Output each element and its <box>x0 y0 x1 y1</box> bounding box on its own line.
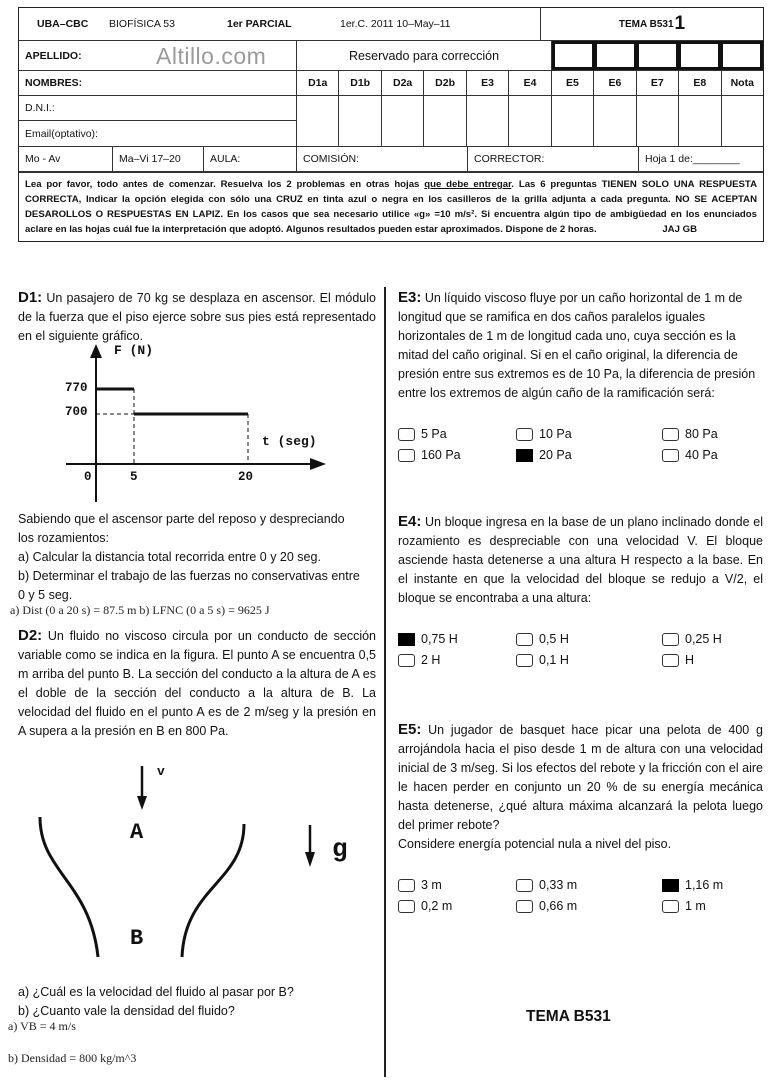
checkbox-checked-icon[interactable] <box>662 879 679 892</box>
dni-label: D.N.I.: <box>25 102 55 114</box>
grade-col-d2a: D2a <box>382 71 424 95</box>
e5-note: Considere energía potencial nula a nivel del piso. <box>398 837 672 851</box>
e4-option[interactable]: 0,5 H <box>516 630 662 649</box>
checkbox-icon[interactable] <box>516 633 533 646</box>
info-row <box>19 146 763 172</box>
e5-option[interactable]: 0,33 m <box>516 876 662 895</box>
grade-col-d1b: D1b <box>339 71 381 95</box>
d1-questions <box>18 510 363 605</box>
e4-option[interactable]: 2 H <box>398 651 516 670</box>
grade-cell <box>552 96 594 146</box>
e4-option-selected[interactable]: 0,75 H <box>398 630 516 649</box>
e5-option[interactable]: 0,66 m <box>516 897 662 916</box>
fig-label-a: A <box>130 820 144 845</box>
d2-title: D2: <box>18 627 43 644</box>
e5-options <box>398 876 763 916</box>
grade-columns-header <box>297 71 763 96</box>
d1-question-a: a) Calcular la distancia total recorrida entre 0 y 20 seg. <box>18 550 321 564</box>
reserved-label: Reservado para corrección <box>297 41 552 70</box>
e3-options <box>398 425 763 465</box>
aula-field[interactable]: AULA: <box>204 147 297 171</box>
checkbox-icon[interactable] <box>398 654 415 667</box>
dni-field[interactable] <box>19 96 296 121</box>
pipe-figure <box>30 762 360 962</box>
comision-field[interactable]: COMISIÓN: <box>297 147 468 171</box>
d2-answer-a: a) VB = 4 m/s <box>8 1019 76 1033</box>
grade-cell <box>382 96 424 146</box>
d1-after: Sabiendo que el ascensor parte del reposo y despreciando los rozamientos: <box>18 512 345 545</box>
grade-col-d2b: D2b <box>424 71 466 95</box>
e3-option[interactable]: 5 Pa <box>398 425 516 444</box>
checkbox-icon[interactable] <box>516 654 533 667</box>
graph-ylabel: F (N) <box>114 343 154 358</box>
d1-title: D1: <box>18 289 43 306</box>
d2-question-a: a) ¿Cuál es la velocidad del fluido al pasar por B? <box>18 985 294 999</box>
header-course-info <box>19 8 541 40</box>
d1-answers: a) Dist (0 a 20 s) = 87.5 m b) LFNC (0 a 5 s) = 9625 J <box>10 603 270 617</box>
apellido-field[interactable] <box>19 41 296 71</box>
checkbox-icon[interactable] <box>398 879 415 892</box>
grade-cell <box>424 96 466 146</box>
checkbox-checked-icon[interactable] <box>516 449 533 462</box>
e5-title: E5: <box>398 721 422 738</box>
exam-header <box>18 7 764 242</box>
fig-label-b: B <box>130 926 144 951</box>
pipe-left-wall <box>40 817 98 957</box>
instructions <box>19 172 763 241</box>
question-e5 <box>398 720 763 916</box>
grade-col-e6: E6 <box>594 71 636 95</box>
checkbox-checked-icon[interactable] <box>398 633 415 646</box>
instructions-part2: . Las 6 preguntas TIENEN SOLO UNA RESPUESTA CORRECTA, Indicar la opción elegida con sólo una CRUZ en tinta azul o negra en los casilleros de la grilla adjunta a cada pregunta. NO SE ACEPTAN DESAROLLOS O RESPUESTAS EN LAPIZ. En los casos que sea necesario utilice «g» =10 m/s². Si encuentra algún tipo de ambigüedad en los enunciados aclare en las hojas cuál fue la interpretación que adoptó. Algunos resultados pueden estar aproximados. Dispone de 2 horas. <box>25 179 757 235</box>
grade-col-d1a: D1a <box>297 71 339 95</box>
instructions-part1: Lea por favor, todo antes de comenzar. Resuelva los 2 problemas en otras hojas <box>25 179 425 190</box>
grade-cell <box>594 96 636 146</box>
exam-name: 1er PARCIAL <box>227 18 292 30</box>
checkbox-icon[interactable] <box>662 449 679 462</box>
grade-cell <box>679 96 721 146</box>
graph-ytick-700: 700 <box>65 405 88 419</box>
e5-option-selected[interactable]: 1,16 m <box>662 876 762 895</box>
footer-tema: TEMA B531 <box>526 1008 611 1025</box>
e4-option[interactable]: H <box>662 651 762 670</box>
e4-option[interactable]: 0,25 H <box>662 630 762 649</box>
e5-option[interactable]: 0,2 m <box>398 897 516 916</box>
d1-question-b: b) Determinar el trabajo de las fuerzas no conservativas entre 0 y 5 seg. <box>18 569 360 602</box>
e3-option[interactable]: 80 Pa <box>662 425 762 444</box>
header-title-row <box>19 8 763 41</box>
force-time-graph <box>60 342 350 507</box>
e4-options <box>398 630 763 670</box>
grade-cell <box>509 96 551 146</box>
reserved-row <box>297 41 763 71</box>
header-grid <box>19 41 763 146</box>
correction-grid <box>297 41 763 146</box>
graph-xtick-5: 5 <box>130 470 138 484</box>
nombres-field[interactable] <box>19 71 296 96</box>
nombres-label: NOMBRES: <box>25 77 83 89</box>
reserved-box <box>555 44 592 67</box>
e5-option[interactable]: 3 m <box>398 876 516 895</box>
reserved-box <box>681 44 718 67</box>
grade-col-nota: Nota <box>730 77 754 89</box>
term-date: 1er.C. 2011 10–May–11 <box>340 18 451 30</box>
question-e3 <box>398 288 763 465</box>
reserved-box <box>639 44 676 67</box>
email-field[interactable] <box>19 121 296 146</box>
reserved-boxes <box>552 41 763 70</box>
email-label: Email(optativo): <box>25 127 98 140</box>
e3-option-selected[interactable]: 20 Pa <box>516 446 662 465</box>
y-axis-arrow-icon <box>90 344 102 358</box>
checkbox-icon[interactable] <box>398 900 415 913</box>
checkbox-icon[interactable] <box>516 428 533 441</box>
subject: BIOFÍSICA 53 <box>109 18 175 30</box>
reserved-box <box>723 44 760 67</box>
fig-label-v: v <box>157 764 165 779</box>
d2-answer-b: b) Densidad = 800 kg/m^3 <box>8 1051 137 1065</box>
x-axis-arrow-icon <box>310 458 326 470</box>
mo-av: Mo - Av <box>19 147 113 171</box>
d2-questions <box>18 983 376 1021</box>
problem-d1 <box>18 288 376 346</box>
graph-ytick-770: 770 <box>65 381 88 395</box>
e3-option[interactable]: 160 Pa <box>398 446 516 465</box>
checkbox-icon[interactable] <box>662 428 679 441</box>
checkbox-icon[interactable] <box>516 879 533 892</box>
e3-text: Un líquido viscoso fluye por un caño horizontal de 1 m de longitud que se ramifica en dos caños paralelos iguales horizontales de 1 m de longitud cada uno, cuya sección es la mitad del caño original. Si en el caño original, la diferencia de presión entre sus extremos es de 10 Pa, la diferencia de presión entre los extremos de algún caño de la ramificación será: <box>398 291 756 400</box>
column-divider <box>384 287 386 1077</box>
schedule: Ma–Vi 17–20 <box>113 147 204 171</box>
grade-col-e8: E8 <box>679 71 721 95</box>
reserved-box <box>597 44 634 67</box>
instructions-underlined: que debe entregar <box>424 179 512 190</box>
graph-xtick-0: 0 <box>84 470 92 484</box>
e4-text: Un bloque ingresa en la base de un plano inclinado donde el rozamiento es despreciable con una velocidad V. El bloque asciende hasta detenerse a una altura H respecto a la base. En el instante en que la velocidad del bloque se redujo a V/2, el bloque se encontraba a una altura: <box>398 515 763 605</box>
grade-col-e3: E3 <box>467 71 509 95</box>
e5-text: Un jugador de basquet hace picar una pelota de 400 g arrojándola hacia el piso desde 1 m de altura con una velocidad inicial de 3 m/seg. Si los efectos del rebote y la fricción con el aire le hacen perder en conjunto un 20 % de su energía mecánica hasta detenerse, ¿qué altura máxima alcanzará la pelota luego del primer rebote? <box>398 723 763 832</box>
checkbox-icon[interactable] <box>398 449 415 462</box>
graph-xlabel: t (seg) <box>262 434 317 449</box>
graph-xtick-20: 20 <box>238 470 254 484</box>
grade-cell <box>637 96 679 146</box>
e3-option[interactable]: 40 Pa <box>662 446 762 465</box>
apellido-label: APELLIDO: <box>25 49 82 62</box>
e3-option[interactable]: 10 Pa <box>516 425 662 444</box>
grade-cell <box>297 96 339 146</box>
signature: JAJ GB <box>662 224 697 235</box>
grade-col-e4: E4 <box>509 71 551 95</box>
e3-title: E3: <box>398 289 422 306</box>
grade-col-e7: E7 <box>637 71 679 95</box>
checkbox-icon[interactable] <box>516 900 533 913</box>
tema-label: TEMA B531 <box>618 18 674 30</box>
checkbox-icon[interactable] <box>398 428 415 441</box>
tema-number: 1 <box>674 13 686 34</box>
institution: UBA–CBC <box>37 18 89 30</box>
grade-cell <box>722 96 763 146</box>
d2-question-b: b) ¿Cuanto vale la densidad del fluido? <box>18 1004 235 1018</box>
grade-cells-row <box>297 96 763 146</box>
checkbox-icon[interactable] <box>662 654 679 667</box>
student-fields <box>19 41 297 146</box>
d2-text: Un fluido no viscoso circula por un conducto de sección variable como se indica en la figura. El punto A se encuentra 0,5 m arriba del punto B. La sección del conducto a la altura de A es el doble de la sección del conducto a la altura de B. La velocidad del fluido en el punto A es de 2 m/seg y la presión en A supera a la presión en B en 800 Pa. <box>18 629 376 738</box>
grade-cell <box>467 96 509 146</box>
hoja-field[interactable]: Hoja 1 de:________ <box>645 153 740 165</box>
tema-cell <box>541 8 763 40</box>
corrector-field[interactable]: CORRECTOR: <box>468 147 639 171</box>
checkbox-icon[interactable] <box>662 633 679 646</box>
question-e4 <box>398 512 763 670</box>
grade-col-e5: E5 <box>552 71 594 95</box>
d1-text: Un pasajero de 70 kg se desplaza en ascensor. El módulo de la fuerza que el piso ejerce sobre sus pies está representado en el siguiente gráfico. <box>18 291 376 343</box>
e4-title: E4: <box>398 513 422 530</box>
watermark: Altillo.com <box>156 43 267 69</box>
e4-option[interactable]: 0,1 H <box>516 651 662 670</box>
pipe-right-wall <box>182 824 244 957</box>
grade-cell <box>339 96 381 146</box>
fig-label-g: g <box>332 834 348 864</box>
checkbox-icon[interactable] <box>662 900 679 913</box>
e5-option[interactable]: 1 m <box>662 897 762 916</box>
problem-d2 <box>18 626 376 741</box>
